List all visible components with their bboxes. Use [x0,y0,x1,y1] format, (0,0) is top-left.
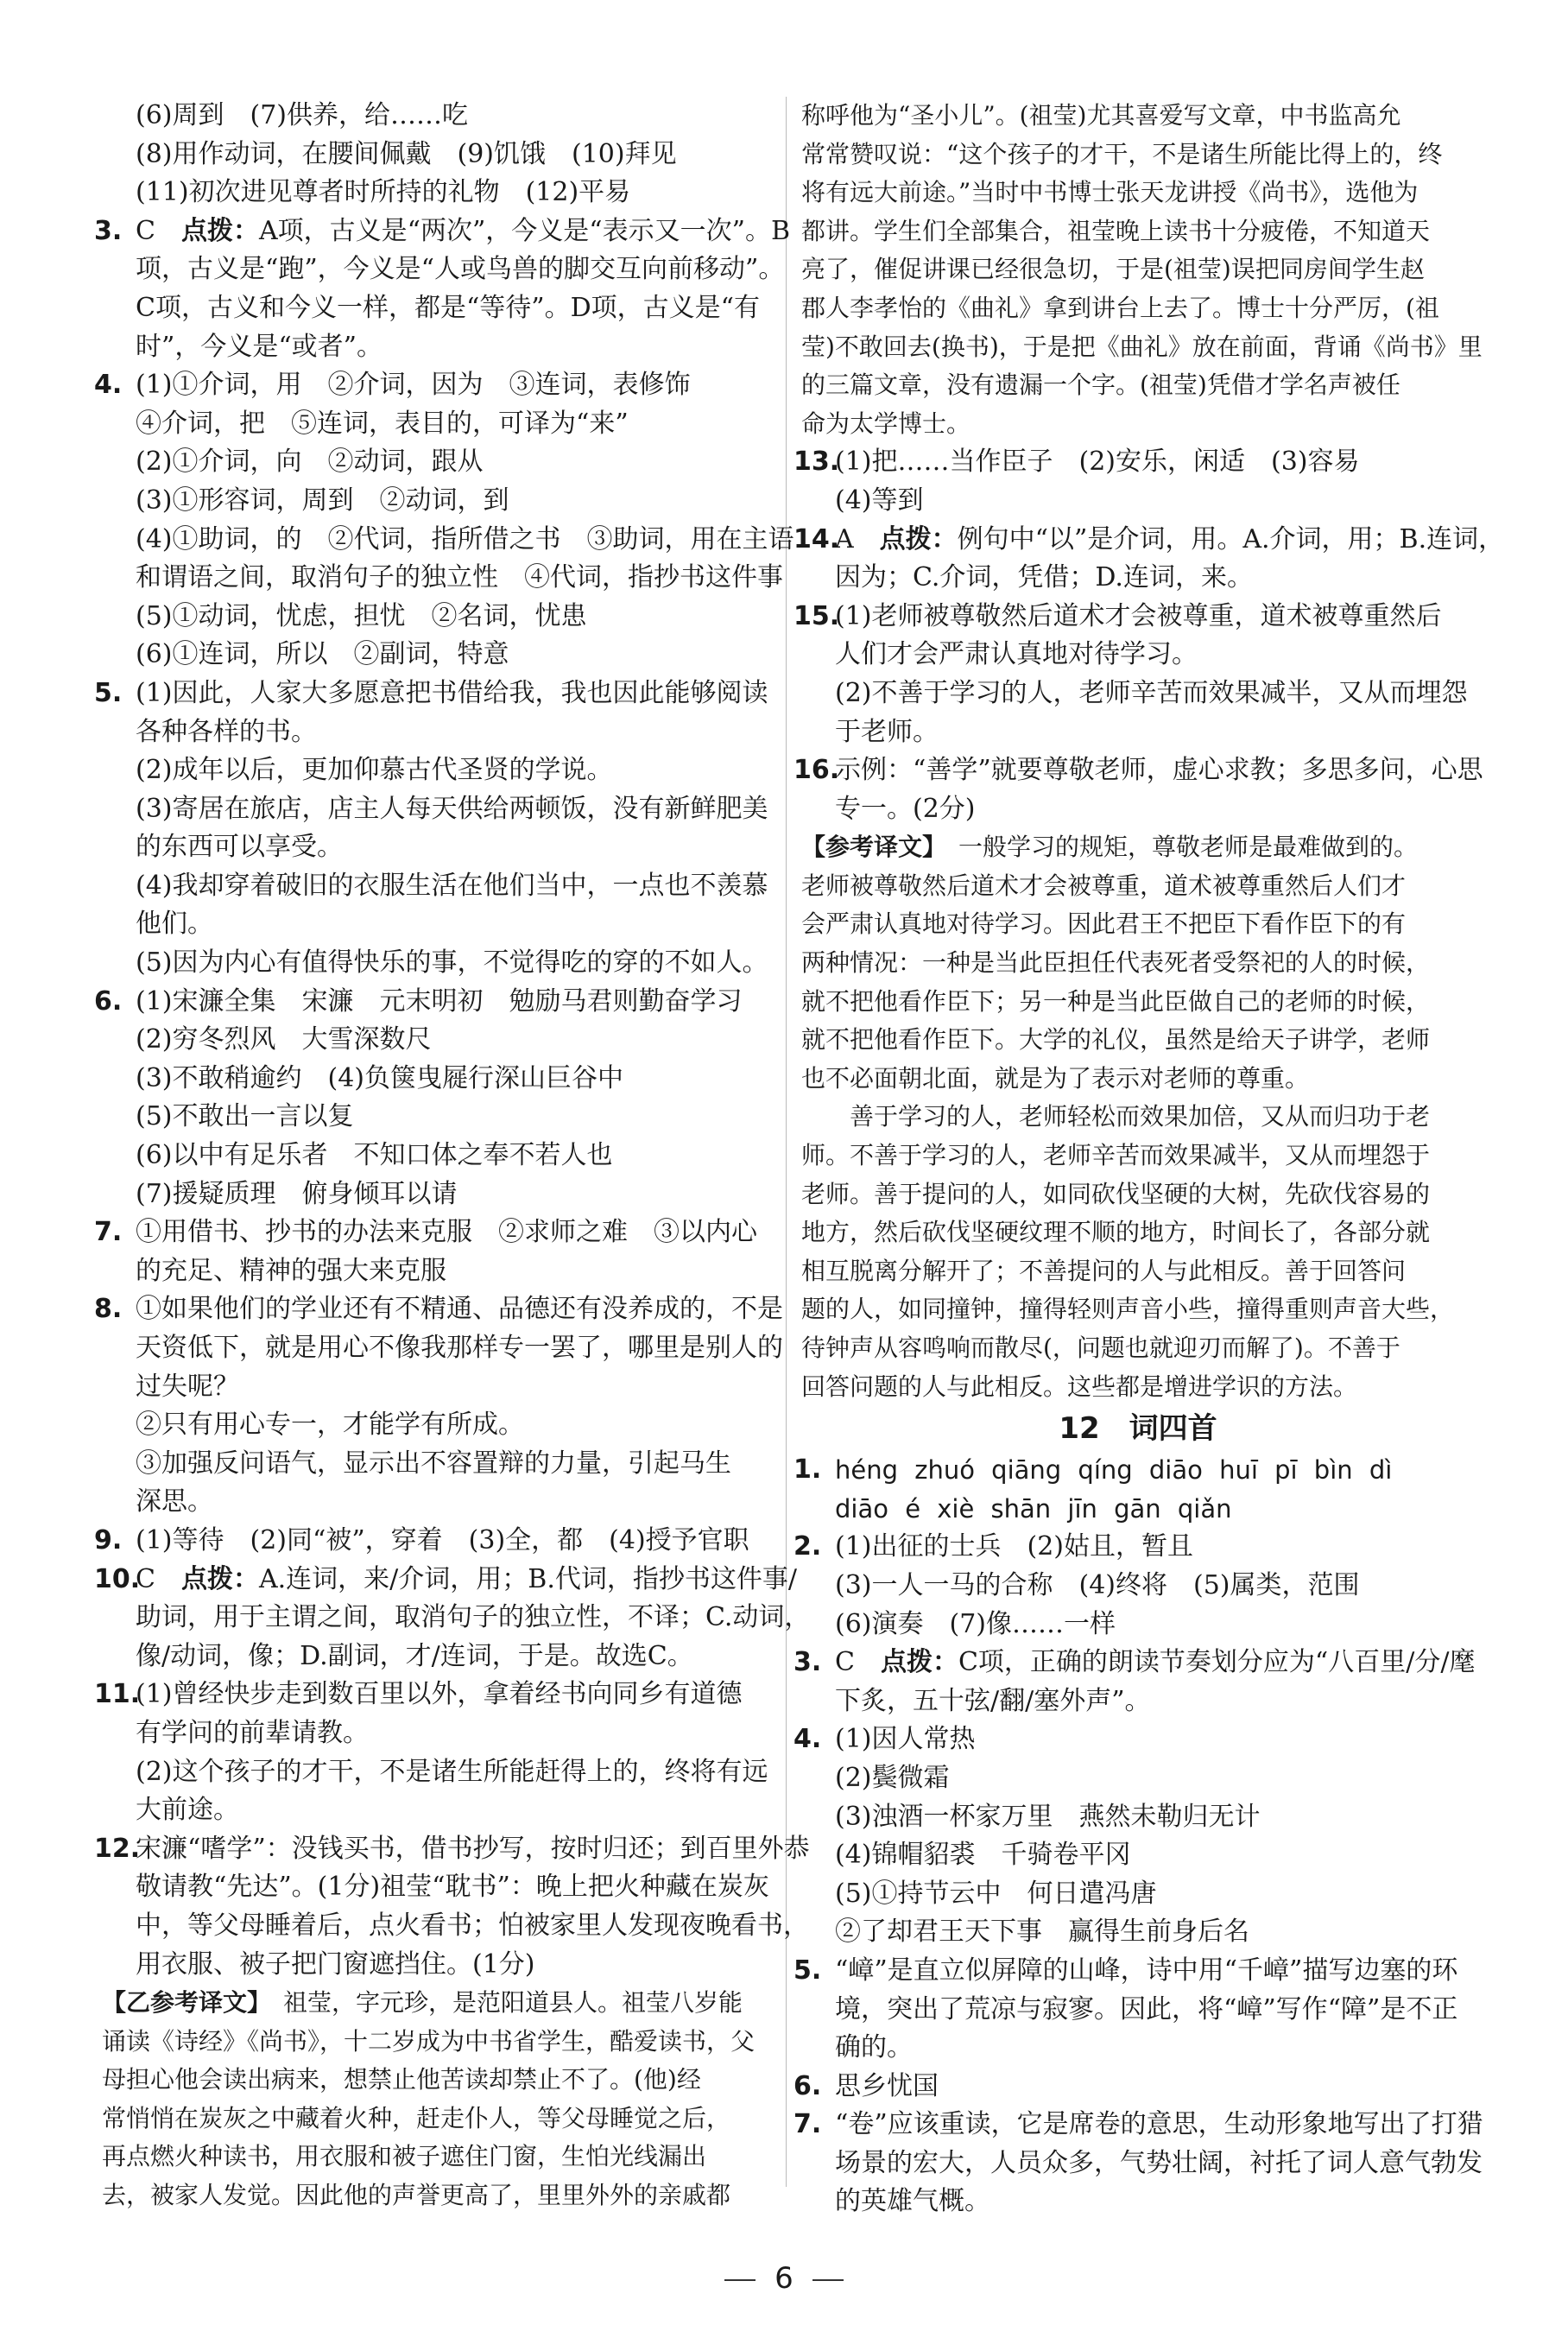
answer-text: 大前途。 [136,1795,239,1826]
answer-text: (1)老师被尊敬然后道术才会被尊重，道术被尊重然后 [835,600,1442,631]
translation-text: 母担心他会读出病来，想禁止他苦读却禁止不了。(他)经 [102,2065,701,2094]
answer-line [801,2145,1483,2183]
answer-line [102,174,775,212]
answer-line [102,405,775,444]
translation-text: 就不把他看作臣下；另一种是当此臣做自己的老师的时候， [801,986,1431,1016]
answer-text: (2)这个孩子的才干，不是诸生所能赶得上的，终将有远 [136,1756,768,1787]
answer-text: (2)成年以后，更加仰慕古代圣贤的学说。 [136,755,613,786]
item-number: 16. [793,755,840,786]
item-number: 5. [94,677,123,708]
answer-line [102,1714,775,1753]
item-number: 3. [94,215,123,246]
translation-text: 一般学习的规矩，尊敬老师是最难做到的。 [934,833,1419,862]
answer-text: (3)一人一马的合称 (4)终将 (5)属类，范围 [835,1569,1360,1600]
answer-text: 他们。 [136,909,213,940]
answer-text: 的东西可以享受。 [136,832,343,863]
answer-text: (1)曾经快步走到数百里以外，拿着经书向同乡有道德 [136,1679,743,1710]
tip-label: 点拨： [880,1647,958,1678]
tip-text: A.连词，来/介词，用；B.代词，指抄书这件事/ [258,1563,797,1594]
translation-line [801,944,1475,983]
item-number: 10. [94,1563,141,1594]
answer-text: 敬请教“先达”。(1分)祖莹“耽书”：晚上把火种藏在炭灰 [136,1872,769,1903]
item-number: 3. [793,1647,822,1678]
answer-line [102,328,775,367]
pinyin-line [793,1451,1475,1490]
translation-line [102,2138,775,2176]
answer-text: 思乡忧国 [835,2070,939,2101]
answer-line [801,675,1475,713]
item-number: 7. [793,2109,822,2140]
answer-text: (6)演奏 (7)像……一样 [835,1608,1116,1639]
translation-line: 待钟声从容鸣响而散尽(，问题也就迎刃而解了)。不善于 [801,1334,1400,1362]
answer-line [793,1528,1475,1567]
answer-line [801,1759,1475,1798]
answer-line [94,1213,775,1252]
page-number [0,2261,1568,2296]
translation-line: 将有远大前途。”当时中书博士张天龙讲授《尚书》，选他为 [801,178,1419,207]
item-number: 4. [94,370,123,401]
answer-text: 境，突出了荒凉与寂寥。因此，将“嶂”写作“障”是不正 [835,1993,1458,2024]
answer-text: (4)①助词，的 ②代词，指所借之书 ③助词，用在主语 [136,523,794,554]
answer-text: 专一。(2分) [835,793,976,824]
answer-line [793,2068,1475,2107]
translation-line: 回答问题的人与此相反。这些都是增进学识的方法。 [801,1372,1358,1401]
answer-text: 下炙，五十弦/翻/塞外声”。 [835,1685,1151,1716]
item-number: 8. [94,1294,123,1325]
answer-line [801,790,1475,829]
answer-text: 各种各样的书。 [136,716,317,747]
answer-line [801,482,1475,521]
answer-text: (3)①形容词，周到 ②动词，到 [136,485,509,516]
answer-line [801,2029,1475,2068]
item-number: 6. [793,2070,822,2101]
tip-label: 点拨： [180,215,259,246]
answer-line [801,1913,1475,1952]
translation-line: 题的人，如同撞钟，撞得轻则声音小些，撞得重则声音大些， [801,1295,1455,1324]
translation-line: 师。不善于学习的人，老师辛苦而效果减半，又从而埋怨于 [801,1141,1431,1170]
answer-line [94,1676,775,1714]
answer-text: 的充足、精神的强大来克服 [136,1255,446,1286]
answer-text: C [136,215,181,246]
translation-line [801,828,1475,867]
answer-text: (4)等到 [835,485,924,516]
answer-line [102,790,775,829]
item-number: 7. [94,1217,123,1248]
answer-line [102,1753,775,1792]
answer-line [102,905,775,944]
translation-text: 也不必面朝北面，就是为了表示对老师的尊重。 [801,1063,1310,1093]
item-number: 15. [793,600,840,631]
answer-line [801,1606,1475,1644]
translation-line [801,1021,1475,1060]
answer-line [801,1567,1475,1606]
answer-line [801,2183,1475,2221]
translation-line: 亮了，催促讲课已经很急切，于是(祖莹)误把同房间学生赵 [801,255,1425,284]
translation-label: 【乙参考译文】 [102,1988,260,2018]
answer-text: 深思。 [136,1486,213,1517]
answer-line [94,1830,810,1869]
answer-line [801,636,1475,675]
answer-text: ①用借书、抄书的办法来克服 ②求师之难 ③以内心 [136,1217,757,1248]
answer-line [102,1252,775,1291]
translation-text: 两种情况：一种是当此臣担任代表死者受祭祀的人的时候， [801,948,1431,978]
answer-line [801,559,1475,598]
translation-line: 善于学习的人，老师轻松而效果加倍，又从而归功于老 [850,1102,1431,1131]
answer-text: C [835,1647,881,1678]
answer-text: 和谓语之间，取消句子的独立性 ④代词，指抄书这件事 [136,562,783,593]
answer-text: ②了却君王天下事 赢得生前身后名 [835,1917,1249,1948]
answer-text: 场景的宏大，人员众多，气势壮阔，衬托了词人意气勃发 [835,2147,1483,2178]
answer-line [102,1060,775,1099]
answer-line [793,2106,1483,2145]
translation-line [102,2061,775,2100]
answer-text: 人们才会严肃认真地对待学习。 [835,639,1198,670]
answer-line [102,1946,775,1985]
answer-line [102,1137,775,1175]
answer-text: (1)①介词，用 ②介词，因为 ③连词，表修饰 [136,370,691,401]
item-number: 12. [94,1833,141,1864]
translation-line [801,983,1475,1022]
pinyin-text: diāo é xiè shān jīn gān qiǎn [835,1493,1232,1524]
translation-line: 莹)不敢回去(换书)，于是把《曲礼》放在前面，背诵《尚书》里 [801,332,1483,361]
answer-text: (6)①连词，所以 ②副词，特意 [136,639,509,670]
item-number: 1. [793,1454,822,1486]
translation-line: 老师。善于提问的人，如同砍伐坚硬的大树，先砍伐容易的 [801,1179,1431,1208]
answer-text: ③加强反问语气，显示出不容置辩的力量，引起马生 [136,1448,731,1479]
answer-line [102,136,775,174]
answer-text: (3)寄居在旅店，店主人每天供给两顿饭，没有新鲜肥美 [136,793,768,824]
translation-line [102,2176,775,2215]
answer-text: 过失呢？ [136,1371,239,1402]
answer-line [102,1638,775,1676]
answer-line [94,366,775,405]
answer-line [102,1868,775,1907]
answer-line [801,713,1475,752]
answer-text: (1)因此，人家大多愿意把书借给我，我也因此能够阅读 [136,677,768,708]
answer-line [102,828,775,867]
answer-line [94,1522,775,1561]
translation-line: 都讲。学生们全部集合，祖莹晚上读书十分疲倦，不知道天 [801,216,1431,245]
answer-line [793,1720,1475,1759]
answer-line [102,944,775,983]
translation-text: 就不把他看作臣下。大学的礼仪，虽然是给天子讲学，老师 [801,1025,1431,1055]
answer-line [102,1483,775,1522]
answer-line [793,1952,1475,1991]
translation-text: 常悄悄在炭灰之中藏着火种，赶走仆人，等父母睡觉之后， [102,2103,731,2132]
translation-line: 郡人李孝怡的《曲礼》拿到讲台上去了。博士十分严厉，(祖 [801,293,1439,322]
answer-text: “卷”应该重读，它是席卷的意思，生动形象地写出了打猎 [835,2109,1483,2140]
answer-line [793,443,1475,482]
answer-text: 宋濂“嗜学”：没钱买书，借书抄写，按时归还；到百里外恭 [136,1833,810,1864]
translation-text: 老师被尊敬然后道术才会被尊重，道术被尊重然后人们才 [801,871,1407,900]
answer-text: 助词，用于主谓之间，取消句子的独立性，不译；C.动词， [136,1602,811,1633]
item-number: 9. [94,1524,123,1555]
answer-text: 的英雄气概。 [835,2186,990,2217]
pinyin-text: héng zhuó qiāng qíng diāo huī pī bìn dì [835,1455,1393,1486]
answer-text: 时”，今义是“或者”。 [136,331,383,362]
answer-text: 因为；C.介词，凭借；D.连词，来。 [835,562,1253,593]
answer-text: 天资低下，就是用心不像我那样专一罢了，哪里是别人的 [136,1333,783,1363]
answer-text: “嶂”是直立似屏障的山峰，诗中用“千嶂”描写边塞的环 [835,1955,1458,1986]
answer-text: (5)不敢出一言以复 [136,1101,354,1132]
answer-text: (7)援疑质理 俯身倾耳以请 [136,1178,458,1209]
answer-text: (6)以中有足乐者 不知口体之奉不若人也 [136,1140,613,1171]
answer-line [102,1368,775,1407]
answer-line [102,250,785,289]
tip-text: 例句中“以”是介词，用。A.介词，用；B.连词， [957,523,1505,554]
answer-line [801,1991,1475,2030]
answer-text: (2)①介词，向 ②动词，跟从 [136,447,484,478]
answer-text: (5)①持节云中 何日遣冯唐 [835,1878,1157,1909]
translation-line [102,1984,775,2023]
answer-text: (2)不善于学习的人，老师辛苦而效果减半，又从而埋怨 [835,677,1468,708]
answer-line [94,212,791,251]
page-number-text: 6 [775,2261,793,2296]
answer-line [801,1798,1475,1837]
answer-text: 像/动词，像；D.副词，才/连词，于是。故选C。 [136,1640,693,1671]
answer-line [102,482,775,521]
translation-text: 会严肃认真地对待学习。因此君王不把臣下看作臣下的有 [801,909,1407,939]
answer-line [94,675,775,713]
answer-text: A [835,523,880,554]
answer-line [102,289,775,328]
translation-label: 【参考译文】 [801,833,935,862]
answer-text: 示例：“善学”就要尊敬老师，虚心求教；多思多问，心思 [835,755,1483,786]
answer-text: ④介词，把 ⑤连词，表目的，可译为“来” [136,408,629,439]
answer-line [102,1445,775,1484]
item-number: 11. [94,1679,141,1710]
translation-line: 相互脱离分解开了；不善提问的人与此相反。善于回答问 [801,1256,1407,1285]
translation-line: 地方，然后砍伐坚硬纹理不顺的地方，时间长了，各部分就 [801,1218,1431,1247]
tip-label: 点拨： [180,1563,259,1594]
answer-text: (4)锦帽貂裘 千骑卷平冈 [835,1840,1131,1871]
answer-text: 用衣服、被子把门窗遮挡住。(1分) [136,1948,535,1980]
answer-text: 项，古义是“跑”，今义是“人或鸟兽的脚交互向前移动”。 [136,254,785,285]
item-number: 4. [793,1724,822,1755]
answer-line [801,1875,1475,1914]
answer-text: 中，等父母睡着后，点火看书；怕被家里人发现夜晚看书， [136,1910,809,1941]
answer-line [102,636,775,675]
answer-text: (4)我却穿着破旧的衣服生活在他们当中，一点也不羡慕 [136,870,768,901]
answer-text: (8)用作动词，在腰间佩戴 (9)饥饿 (10)拜见 [136,138,677,169]
translation-text: 再点燃火种读书，用衣服和被子遮住门窗，生怕光线漏出 [102,2142,707,2171]
translation-text: 去，被家人发觉。因此他的声誉更高了，里里外外的亲戚都 [102,2181,731,2210]
answer-text: (1)出征的士兵 (2)姑且，暂且 [835,1531,1193,1562]
answer-line [94,983,775,1022]
translation-line: 常常赞叹说：“这个孩子的才干，不是诸生所能比得上的，终 [801,139,1443,168]
answer-text: (3)不敢稍逾约 (4)负箧曳屣行深山巨谷中 [136,1062,623,1093]
answer-line [102,1021,775,1060]
answer-line [94,1561,797,1600]
answer-line [793,521,1505,560]
answer-line [102,1329,783,1368]
answer-text: (1)因人常热 [835,1724,976,1755]
column-divider [786,97,787,2187]
translation-line [801,1060,1475,1099]
answer-line [94,1290,783,1329]
tip-text: C项，正确的朗读节奏划分应为“八百里/分/麾 [958,1647,1476,1678]
answer-line [102,1406,775,1445]
answer-text: 于老师。 [835,716,939,747]
answer-text: 有学问的前辈请教。 [136,1717,369,1748]
answer-text: C [136,1563,181,1594]
answer-line [102,1907,809,1946]
right-column [793,97,1505,2221]
answer-text: (6)周到 (7)供养，给……吃 [136,100,468,130]
translation-text: 祖莹，字元珍，是范阳道县人。祖莹八岁能 [259,1988,743,2018]
answer-line [102,1791,775,1830]
answer-line [102,443,775,482]
translation-line [102,2100,775,2138]
answer-line [102,1098,775,1137]
answer-line [801,1682,1475,1721]
tip-label: 点拨： [879,523,958,554]
item-number: 13. [793,447,840,478]
translation-text: 诵读《诗经》《尚书》，十二岁成为中书省学生，酷爱读书，父 [102,2026,756,2056]
answer-text: (5)因为内心有值得快乐的事，不觉得吃的穿的不如人。 [136,947,768,979]
left-column [94,97,811,2215]
answer-line [102,1175,775,1214]
translation-line [801,867,1475,906]
item-number: 2. [793,1531,822,1562]
tip-text: A项，古义是“两次”，今义是“表示又一次”。B [258,215,791,246]
pinyin-line [801,1490,1475,1529]
section-title: 12 词四首 [1059,1411,1217,1447]
answer-line [102,598,775,637]
answer-text: (11)初次进见尊者时所持的礼物 (12)平易 [136,177,631,208]
translation-line: 的三篇文章，没有遗漏一个字。(祖莹)凭借才学名声被任 [801,371,1400,400]
answer-text: (2)鬓微霜 [835,1762,950,1793]
answer-line [102,97,775,136]
translation-line: 称呼他为“圣小儿”。(祖莹)尤其喜爱写文章，中书监高允 [801,101,1401,130]
answer-text: 确的。 [835,2032,913,2063]
answer-line [102,867,775,906]
answer-text: ②只有用心专一，才能学有所成。 [136,1410,524,1441]
answer-line [801,1836,1475,1875]
answer-text: (5)①动词，忧虑，担忧 ②名词，忧患 [136,600,587,631]
translation-line: 命为太学博士。 [801,409,971,438]
answer-line [102,751,775,790]
answer-text: (3)浊酒一杯家万里 燕然未勒归无计 [835,1801,1261,1832]
answer-line [102,521,794,560]
answer-line [793,751,1483,790]
answer-line [793,598,1475,637]
item-number: 14. [793,523,840,554]
answer-text: (2)穷冬烈风 大雪深数尺 [136,1024,432,1055]
answer-text: ①如果他们的学业还有不精通、品德还有没养成的，不是 [136,1294,783,1325]
answer-text: (1)宋濂全集 宋濂 元末明初 勉励马君则勤奋学习 [136,985,743,1017]
answer-text: C项，古义和今义一样，都是“等待”。D项，古义是“有 [136,292,761,323]
answer-text: (1)把……当作臣子 (2)安乐，闲适 (3)容易 [835,447,1360,478]
answer-line [102,1599,811,1638]
answer-text: (1)等待 (2)同“被”，穿着 (3)全，都 (4)授予官职 [136,1524,749,1555]
answer-line [102,559,783,598]
item-number: 6. [94,985,123,1017]
translation-line [801,905,1475,944]
answer-line [793,1644,1476,1682]
answer-line [102,713,775,752]
translation-line [102,2023,775,2062]
item-number: 5. [793,1955,822,1986]
